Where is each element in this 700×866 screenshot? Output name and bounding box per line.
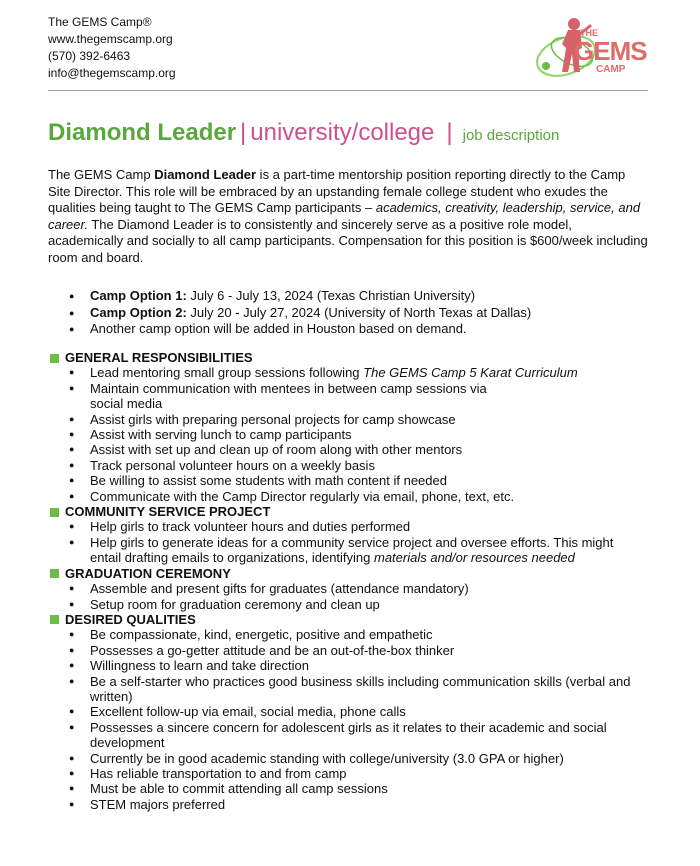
- square-bullet-icon: [50, 615, 59, 624]
- list-item: ● Be a self-starter who practices good business skills including communication skills (verbal and written): [48, 674, 648, 705]
- list-item: ● Be willing to assist some students with math content if needed: [48, 473, 648, 488]
- intro-role: Diamond Leader: [154, 167, 257, 182]
- gems-camp-logo: [534, 14, 664, 86]
- list-item: ● Currently be in good academic standing with college/university (3.0 GPA or higher): [48, 751, 648, 766]
- list-item: ● Assist with serving lunch to camp participants: [48, 427, 648, 442]
- section-heading-qualities: DESIRED QUALITIES: [48, 612, 648, 627]
- title-role: Diamond Leader: [48, 119, 237, 146]
- intro-text-2: is a part-time mentorship position reporting directly to the Camp Site Director. This role will be embraced by an upstanding female college student who exudes the qualities being taught to The GEMS Camp participants –: [48, 167, 626, 215]
- page-title: [48, 119, 559, 147]
- option-text: Another camp option will be added in Houston based on demand.: [90, 321, 467, 336]
- list-item: ● Assist girls with preparing personal projects for camp showcase: [48, 412, 648, 427]
- camp-option-3: [68, 321, 668, 338]
- logo-camp: CAMP: [596, 64, 626, 75]
- intro-text-1: The GEMS Camp: [48, 167, 155, 182]
- option-label: Camp Option 1:: [90, 288, 187, 303]
- square-bullet-icon: [50, 569, 59, 578]
- list-item: ● Assist with set up and clean up of room along with other mentors: [48, 442, 648, 457]
- list-item: ● Lead mentoring small group sessions following The GEMS Camp 5 Karat Curriculum: [48, 365, 648, 380]
- list-item: ● Willingness to learn and take direction: [48, 658, 648, 673]
- list-item: ● Has reliable transportation to and from camp: [48, 766, 648, 781]
- intro-paragraph: [48, 167, 648, 266]
- website-link[interactable]: www.thegemscamp.org: [48, 32, 173, 46]
- list-item: ● STEM majors preferred: [48, 797, 648, 812]
- section-heading-graduation: GRADUATION CEREMONY: [48, 566, 648, 581]
- square-bullet-icon: [50, 354, 59, 363]
- section-heading-community: COMMUNITY SERVICE PROJECT: [48, 504, 648, 519]
- list-item: ● Maintain communication with mentees in between camp sessions via social media: [48, 381, 648, 412]
- title-university: university/college: [250, 119, 435, 146]
- list-item: ● Assemble and present gifts for graduates (attendance mandatory): [48, 581, 648, 596]
- email-link[interactable]: info@thegemscamp.org: [48, 66, 176, 80]
- list-item: ● Help girls to track volunteer hours and duties performed: [48, 519, 648, 534]
- intro-italic: academics, creativity, leadership, service, and career.: [48, 200, 641, 232]
- org-name: The GEMS Camp®: [48, 15, 152, 29]
- camp-option-1: [68, 288, 668, 305]
- section-heading-general: GENERAL RESPONSIBILITIES: [48, 350, 648, 365]
- square-bullet-icon: [50, 508, 59, 517]
- list-item: ● Help girls to generate ideas for a community service project and oversee efforts. This might entail drafting emails to organizations, identifying materials and/or resources needed: [48, 535, 648, 566]
- list-item: ● Be compassionate, kind, energetic, positive and empathetic: [48, 627, 648, 642]
- title-separator: |: [240, 119, 247, 146]
- logo-the: THE: [580, 28, 598, 38]
- list-item: ● Setup room for graduation ceremony and clean up: [48, 597, 648, 612]
- option-label: Camp Option 2:: [90, 304, 187, 320]
- list-item: ● Track personal volunteer hours on a weekly basis: [48, 458, 648, 473]
- option-text: July 6 - July 13, 2024 (Texas Christian University): [186, 288, 476, 303]
- title-separator-2: |: [446, 119, 453, 146]
- list-item: ● Must be able to commit attending all camp sessions: [48, 781, 648, 796]
- option-text: July 20 - July 27, 2024 (University of North Texas at Dallas): [186, 304, 532, 320]
- phone-number: (570) 392-6463: [48, 49, 131, 63]
- list-item: ● Excellent follow-up via email, social media, phone calls: [48, 704, 648, 719]
- camp-options: [68, 288, 668, 338]
- list-item: ● Possesses a sincere concern for adolescent girls as it relates to their academic and social development: [48, 720, 648, 751]
- list-item: ● Communicate with the Camp Director regularly via email, phone, text, etc.: [48, 489, 648, 504]
- list-item: ● Possesses a go-getter attitude and be an out-of-the-box thinker: [48, 643, 648, 658]
- camp-option-2: [68, 305, 668, 322]
- header-divider: [48, 90, 648, 91]
- responsibilities: [48, 350, 648, 812]
- logo-gems: GEMS: [574, 36, 647, 66]
- intro-text-3: The Diamond Leader is to consistently and sincerely serve as a positive role model, academically and socially to all camp participants. Compensation for this position is $600/week including room and board.: [48, 216, 648, 265]
- title-job-description: job description: [462, 127, 560, 144]
- contact-block: [48, 14, 176, 82]
